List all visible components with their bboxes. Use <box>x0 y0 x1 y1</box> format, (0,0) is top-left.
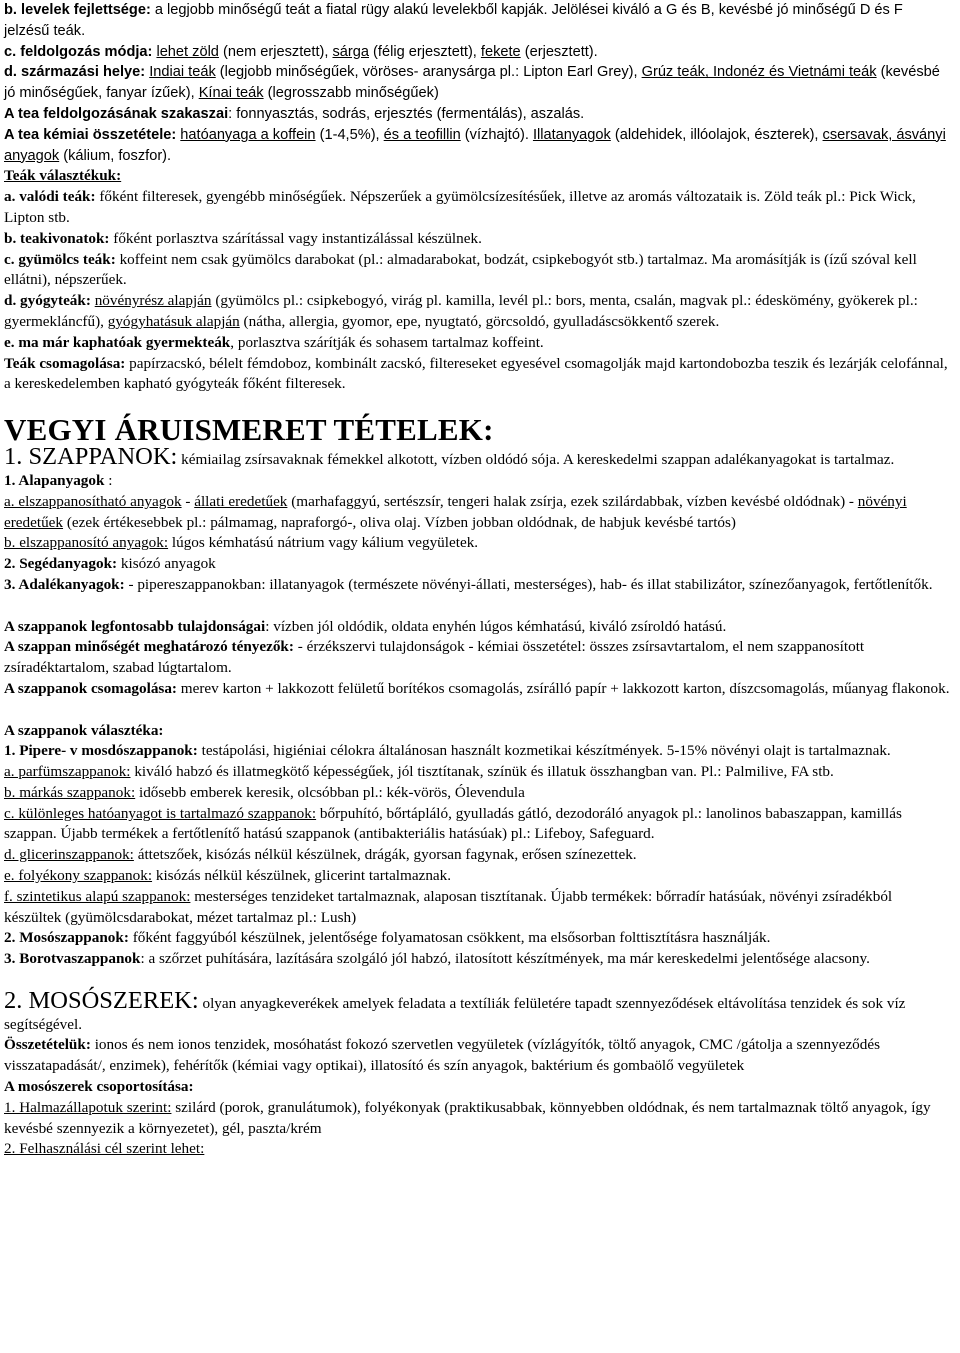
special-soaps: c. különleges hatóanyagot is tartalmazó szappanok: bőrpuhító, bőrtápláló, gyulladás gátló, dezodoráló anyagok pl.: lanolinos babaszappan, kamillás szappan. Újabb termékek a fertőtlenítő hatású szappanok (antibakteriális hatásúak) pl.: Lifeboy, Safeguard. <box>4 804 902 843</box>
tea-chemical-composition: A tea kémiai összetétele: hatóanyaga a koffein (1-4,5%), és a teofillin (vízhajtó). Illatanyagok (aldehidek, illóolajok, észterek), csersavak, ásványi anyagok (kálium, foszfor). <box>4 126 946 164</box>
synthetic-soaps: f. szintetikus alapú szappanok: mesterséges tenzideket tartalmaznak, alaposan tisztítanak. Újabb termékek: bőrradír hatásúak, növényi zsíradékból készültek (gyümölcsdarabokat, mézet tartalmaz pl.: Lush) <box>4 887 893 926</box>
soap-quality-factors: A szappan minőségét meghatározó tényezők: - érzékszervi tulajdonságok - kémiai összetétel: összes zsírsavtartalom, el nem szappanosított zsíradéktartalom, szabad lúgtartalom. <box>4 638 865 677</box>
detergent-composition: Összetételük: ionos és nem ionos tenzidek, mosóhatást fokozó szervetlen vegyületek (vízlágyítók, töltő anyagok, CMC /gátolja a szennyeződés visszatapadását/, enzimek), fehérítők (kémiai vagy optikai), illatosító és szín anyagok, baktérium és gombaölő vegyületek <box>4 1036 881 1075</box>
soap-packaging: A szappanok csomagolása: merev karton + lakkozott felületű borítékos csomagolás, zsírálló papír + lakkozott karton, díszcsomagolás, műanyag flakonok. <box>4 679 950 697</box>
detergent-intro: 2. MOSÓSZEREK: olyan anyagkeverékek amelyek feladata a textíliák felületére tapadt szennyeződések eltávolítása tenzidek és sok víz segítségével. <box>4 986 906 1033</box>
tea-processing-stages: A tea feldolgozásának szakaszai: fonnyasztás, sodrás, erjesztés (fermentálás), aszalás. <box>4 105 585 122</box>
tea-leaf-development: b. levelek fejlettsége: a legjobb minőségű teát a fiatal rügy alakú levelekből kapják. Jelölései kiváló a G és B, kevésbé jó minőségű D és F jelzésű teák. <box>4 2 903 39</box>
soap-base-materials: 1. Alapanyagok : <box>4 471 113 489</box>
tea-leaf-development-label: b. levelek fejlettsége: <box>4 2 151 18</box>
shaving-soaps: 3. Borotvaszappanok: a szőrzet puhítására, lazítására szolgáló jól habzó, ilatosított készítmények, ma már kereskedelmi jelentősége alacsony. <box>4 950 870 968</box>
perfume-soaps: a. parfümszappanok: kiváló habzó és illatmegkötő képességűek, jól tisztítanak, színük és illatuk összhangban van. Pl.: Palmilive, FA stb. <box>4 763 834 781</box>
tea-origin-label: d. származási helye: <box>4 64 146 81</box>
real-teas: a. valódi teák: főként filteresek, gyengébb minőségűek. Népszerűek a gyümölcsízesítésűek, illetve az aromás változataik is. Zöld teák pl.: Pick Wick, Lipton stb. <box>4 188 916 226</box>
georgian-teas-term: Grúz teák, Indonéz és Vietnámi teák <box>641 64 877 81</box>
saponifiable-materials: a. elszappanosítható anyagok - állati eredetűek (marhafaggyú, sertészsír, tengeri halak zsírja, ezek szilárdabbak, vízben kevésbé oldódnak) - növényi eredetűek (ezek értékesebbek pl.: pálmamag, napraforgó-, oliva olaj. Vízben jobban oldódnak, de habjuk kevésbé tartós) <box>4 492 907 531</box>
soap-section-title: 1. SZAPPANOK: <box>4 443 178 471</box>
detergent-by-purpose: 2. Felhasználási cél szerint lehet: <box>4 1140 205 1158</box>
detergent-grouping-title: A mosószerek csoportosítása: <box>4 1078 194 1096</box>
black-tea-term: fekete <box>480 43 521 60</box>
brand-soaps: b. márkás szappanok: idősebb emberek keresik, olcsóbban pl.: kék-vörös, Ólevendula <box>4 783 525 801</box>
fruit-teas: c. gyümölcs teák: koffeint nem csak gyümölcs darabokat (pl.: almadarabokat, bodzát, csipkebogyót stb.) tartalmaz. Ma aromásítják is (ízű szóval kell ellátni), népszerűek. <box>4 250 917 289</box>
soap-properties: A szappanok legfontosabb tulajdonságai: vízben jól oldódik, oldata enyhén lúgos kémhatású, kiváló zsíroldó hatású. <box>4 617 727 635</box>
detergent-by-state: 1. Halmazállapotuk szerint: szilárd (porok, granulátumok), folyékonyak (praktikusabbak, könnyebben oldódnak, és nem tartalmaznak töltő anyagok, így kevésbé szennyezik a környezetet), gél, paszta/krém <box>4 1098 931 1137</box>
tea-processing-method: c. feldolgozás módja: lehet zöld (nem erjesztett), sárga (félig erjesztett), fekete (erjesztett). <box>4 43 598 60</box>
liquid-soaps: e. folyékony szappanok: kisózás nélkül készülnek, glicerint tartalmaznak. <box>4 867 452 885</box>
glycerin-soaps: d. glicerinszappanok: áttetszőek, kisózás nélkül készülnek, drágák, gyorsan fagynak, erősen színezettek. <box>4 846 637 864</box>
soap-additives: 3. Adalékanyagok: - pipereszappanokban: illatanyagok (természete növényi-állati, mesterséges), hab- és illat stabilizátor, színezőanyagok, fertőtlenítők. <box>4 575 933 593</box>
detergent-section-title: 2. MOSÓSZEREK: <box>4 986 199 1014</box>
saponifying-agents: b. elszappanosító anyagok: lúgos kémhatású nátrium vagy kálium vegyületek. <box>4 534 479 552</box>
toilet-soaps: 1. Pipere- v mosdószappanok: testápolási, higiéniai célokra általánosan használt kozmetikai készítmények. 5-15% növényi olajt is tartalmaznak. <box>4 742 891 760</box>
indian-teas-term: Indiai teák <box>149 64 216 81</box>
tea-extracts: b. teakivonatok: főként porlasztva szárítással vagy instantizálással készülnek. <box>4 229 482 247</box>
tea-range-title: Teák választékuk: <box>4 167 122 185</box>
chinese-teas-term: Kínai teák <box>198 85 264 102</box>
laundry-soaps: 2. Mosószappanok: főként faggyúból készülnek, jelentősége folyamatosan csökkent, ma elsősorban folttisztításra használják. <box>4 929 771 947</box>
soap-intro: 1. SZAPPANOK: kémiailag zsírsavaknak fémekkel alkotott, vízben oldódó sója. A kereskedelmi szappan adalékanyagokat is tartalmaz. <box>4 443 895 471</box>
herbal-teas: d. gyógyteák: növényrész alapján (gyümölcs pl.: csipkebogyó, virág pl. kamilla, levél pl.: bors, menta, csalán, magvak pl.: édeskömény, gyökerek pl.: gyermekláncfű), gyógyhatásuk alapján (nátha, allergia, gyomor, epe, nyugtató, görcsoldó, gyulladáscsökkentő szerek. <box>4 292 918 330</box>
children-teas: e. ma már kaphatóak gyermekteák, porlasztva szárítják és sohasem tartalmaz koffeint. <box>4 333 544 351</box>
tea-processing-label: c. feldolgozás módja: <box>4 43 153 60</box>
green-tea-term: lehet zöld <box>156 43 219 60</box>
soap-range-title: A szappanok választéka: <box>4 721 164 739</box>
main-heading: VEGYI ÁRUISMERET TÉTELEK: <box>4 412 494 448</box>
yellow-tea-term: sárga <box>332 43 369 60</box>
tea-origin: d. származási helye: Indiai teák (legjobb minőségűek, vöröses- aranysárga pl.: Lipton Earl Grey), Grúz teák, Indonéz és Vietnámi teák (kevésbé jó minőségűek, fanyar ízűek), Kínai teák (legrosszabb minőségűek) <box>4 64 940 102</box>
soap-auxiliaries: 2. Segédanyagok: kisózó anyagok <box>4 555 216 573</box>
tea-packaging: Teák csomagolása: papírzacskó, bélelt fémdoboz, kombinált zacskó, filtereseket egyesével csomagolják majd kartondobozba teszik és lezárják celofánnal, a kereskedelemben kapható gyógyteák főként filteresek. <box>4 354 948 393</box>
